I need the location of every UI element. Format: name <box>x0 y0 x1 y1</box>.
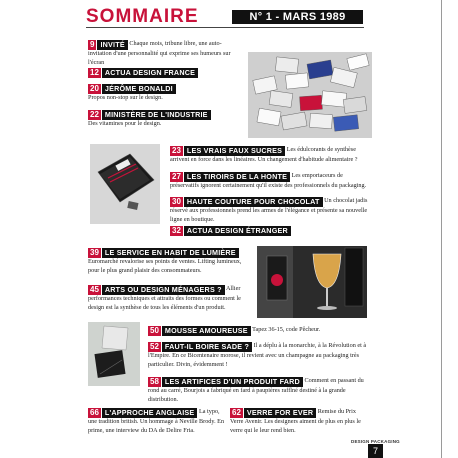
page-number: 52 <box>150 342 159 351</box>
toc-entry-faux-sucres[interactable] <box>170 146 370 165</box>
section-description: La typo, une tradition british. Un hommage à Neville Brody. En prime, une interview du DA de Delire Fria. <box>88 408 225 434</box>
toc-entry-arts-menagers[interactable] <box>88 285 254 312</box>
section-title: HAUTE COUTURE POUR CHOCOLAT <box>184 197 323 207</box>
page-number: 20 <box>90 84 99 93</box>
section-title: ACTUA DESIGN FRANCE <box>102 68 198 78</box>
section-description: Il a déplu à la monarchie, à la Révolution et à l'Empire. En ce Bicentenaire morose, il revient avec un champagne au packaging très particulier. Divin, évidemment ! <box>148 342 367 368</box>
toc-entry-actua-etranger[interactable] <box>170 226 370 236</box>
condom-box-photo <box>90 144 160 224</box>
toc-entry-ministere[interactable] <box>88 110 243 129</box>
page-number: 30 <box>172 197 181 206</box>
section-title: VERRE FOR EVER <box>244 408 316 418</box>
section-description: Allier performances techniques et attraits des formes ou comment le design est la synthèse de tous les éléments d'un produit. <box>88 285 241 311</box>
page-edge-line <box>441 0 442 458</box>
section-title: INVITÉ <box>97 40 127 50</box>
section-title: LES VRAIS FAUX SUCRES <box>184 146 285 156</box>
page-number: 27 <box>172 172 181 181</box>
section-description: Remise du Prix Verre Avenir. Les designers aiment de plus en plus le verre qui le leur rend bien. <box>230 408 361 434</box>
toc-entry-mousse[interactable] <box>148 326 368 336</box>
section-description: Chaque mois, tribune libre, une auto-invitation d'une personnalité qui exprime ses humeurs sur l'écran <box>88 40 231 66</box>
page-number: 22 <box>90 110 99 119</box>
page-number-badge: 7 <box>368 444 383 458</box>
toc-entry-verre[interactable] <box>230 408 368 435</box>
page-number: 32 <box>172 226 181 235</box>
section-title: MOUSSE AMOUREUSE <box>162 326 251 336</box>
page-number: 12 <box>90 68 99 77</box>
toc-entry-produit-fard[interactable] <box>148 377 368 404</box>
issue-label: N° 1 - MARS 1989 <box>232 10 363 24</box>
header-rule <box>86 27 364 28</box>
magazine-name: DESIGN PACKAGING <box>351 439 400 444</box>
section-description: Propos non-stop sur le design. <box>88 94 163 101</box>
toc-entry-approche-anglaise[interactable] <box>88 408 226 435</box>
section-description: Un chocolat jadis réservé aux professionnels prend les armes de l'élégance et présente sa nouvelle ligne en boutique. <box>170 197 368 223</box>
section-description: Les édulcorants de synthèse arrivent en force dans les linéaires. Un changement d'habitude alimentaire ? <box>170 146 358 163</box>
section-description: Des vitamines pour le design. <box>88 120 162 127</box>
page-number: 62 <box>232 408 241 417</box>
section-title: MINISTÈRE DE L'INDUSTRIE <box>102 110 211 120</box>
section-title: FAUT-IL BOIRE SADE ? <box>162 342 252 352</box>
page-title: SOMMAIRE <box>86 6 199 27</box>
page-number: 9 <box>90 40 95 49</box>
toc-entry-bonaldi[interactable] <box>88 84 243 103</box>
section-description: Tapez 36-15, code Pêcheur. <box>252 326 321 333</box>
toc-entry-actua-france[interactable] <box>88 68 243 78</box>
toc-entry-invite[interactable] <box>88 40 243 67</box>
section-title: LE SERVICE EN HABIT DE LUMIÈRE <box>102 248 239 258</box>
section-description: Les emportaceurs de préservatifs ignorent certainement qu'il existe des professionnels du packaging. <box>170 172 367 189</box>
toc-entry-tiroirs[interactable] <box>170 172 370 191</box>
section-title: LES ARTIFICES D'UN PRODUIT FARD <box>162 377 303 387</box>
section-description: Euromarché revalorise ses points de ventes. Lifting lumineux, pour le plus grand plaisir des consommateurs. <box>88 258 242 274</box>
champagne-glass-photo <box>257 246 367 318</box>
page-number: 23 <box>172 146 181 155</box>
page-number: 50 <box>150 326 159 335</box>
page-number: 58 <box>150 377 159 386</box>
toc-entry-sade[interactable] <box>148 342 368 369</box>
page-number: 39 <box>90 248 99 257</box>
sugar-packets-photo <box>248 52 372 138</box>
section-title: ACTUA DESIGN ÉTRANGER <box>184 226 291 236</box>
section-title: JÉRÔME BONALDI <box>102 84 176 94</box>
page-number: 45 <box>90 285 99 294</box>
page-number: 66 <box>90 408 99 417</box>
section-title: L'APPROCHE ANGLAISE <box>102 408 198 418</box>
section-description: Comment en passant du rond au carré, Bourjois a fabriqué en fard à paupières rafflné destiné à la grande distribution. <box>148 377 364 403</box>
section-title: ARTS OU DESIGN MÉNAGERS ? <box>102 285 225 295</box>
section-title: LES TIROIRS DE LA HONTE <box>184 172 290 182</box>
toc-entry-service-lumiere[interactable] <box>88 248 254 275</box>
toc-entry-haute-couture[interactable] <box>170 197 370 224</box>
compact-case-photo <box>88 322 140 386</box>
